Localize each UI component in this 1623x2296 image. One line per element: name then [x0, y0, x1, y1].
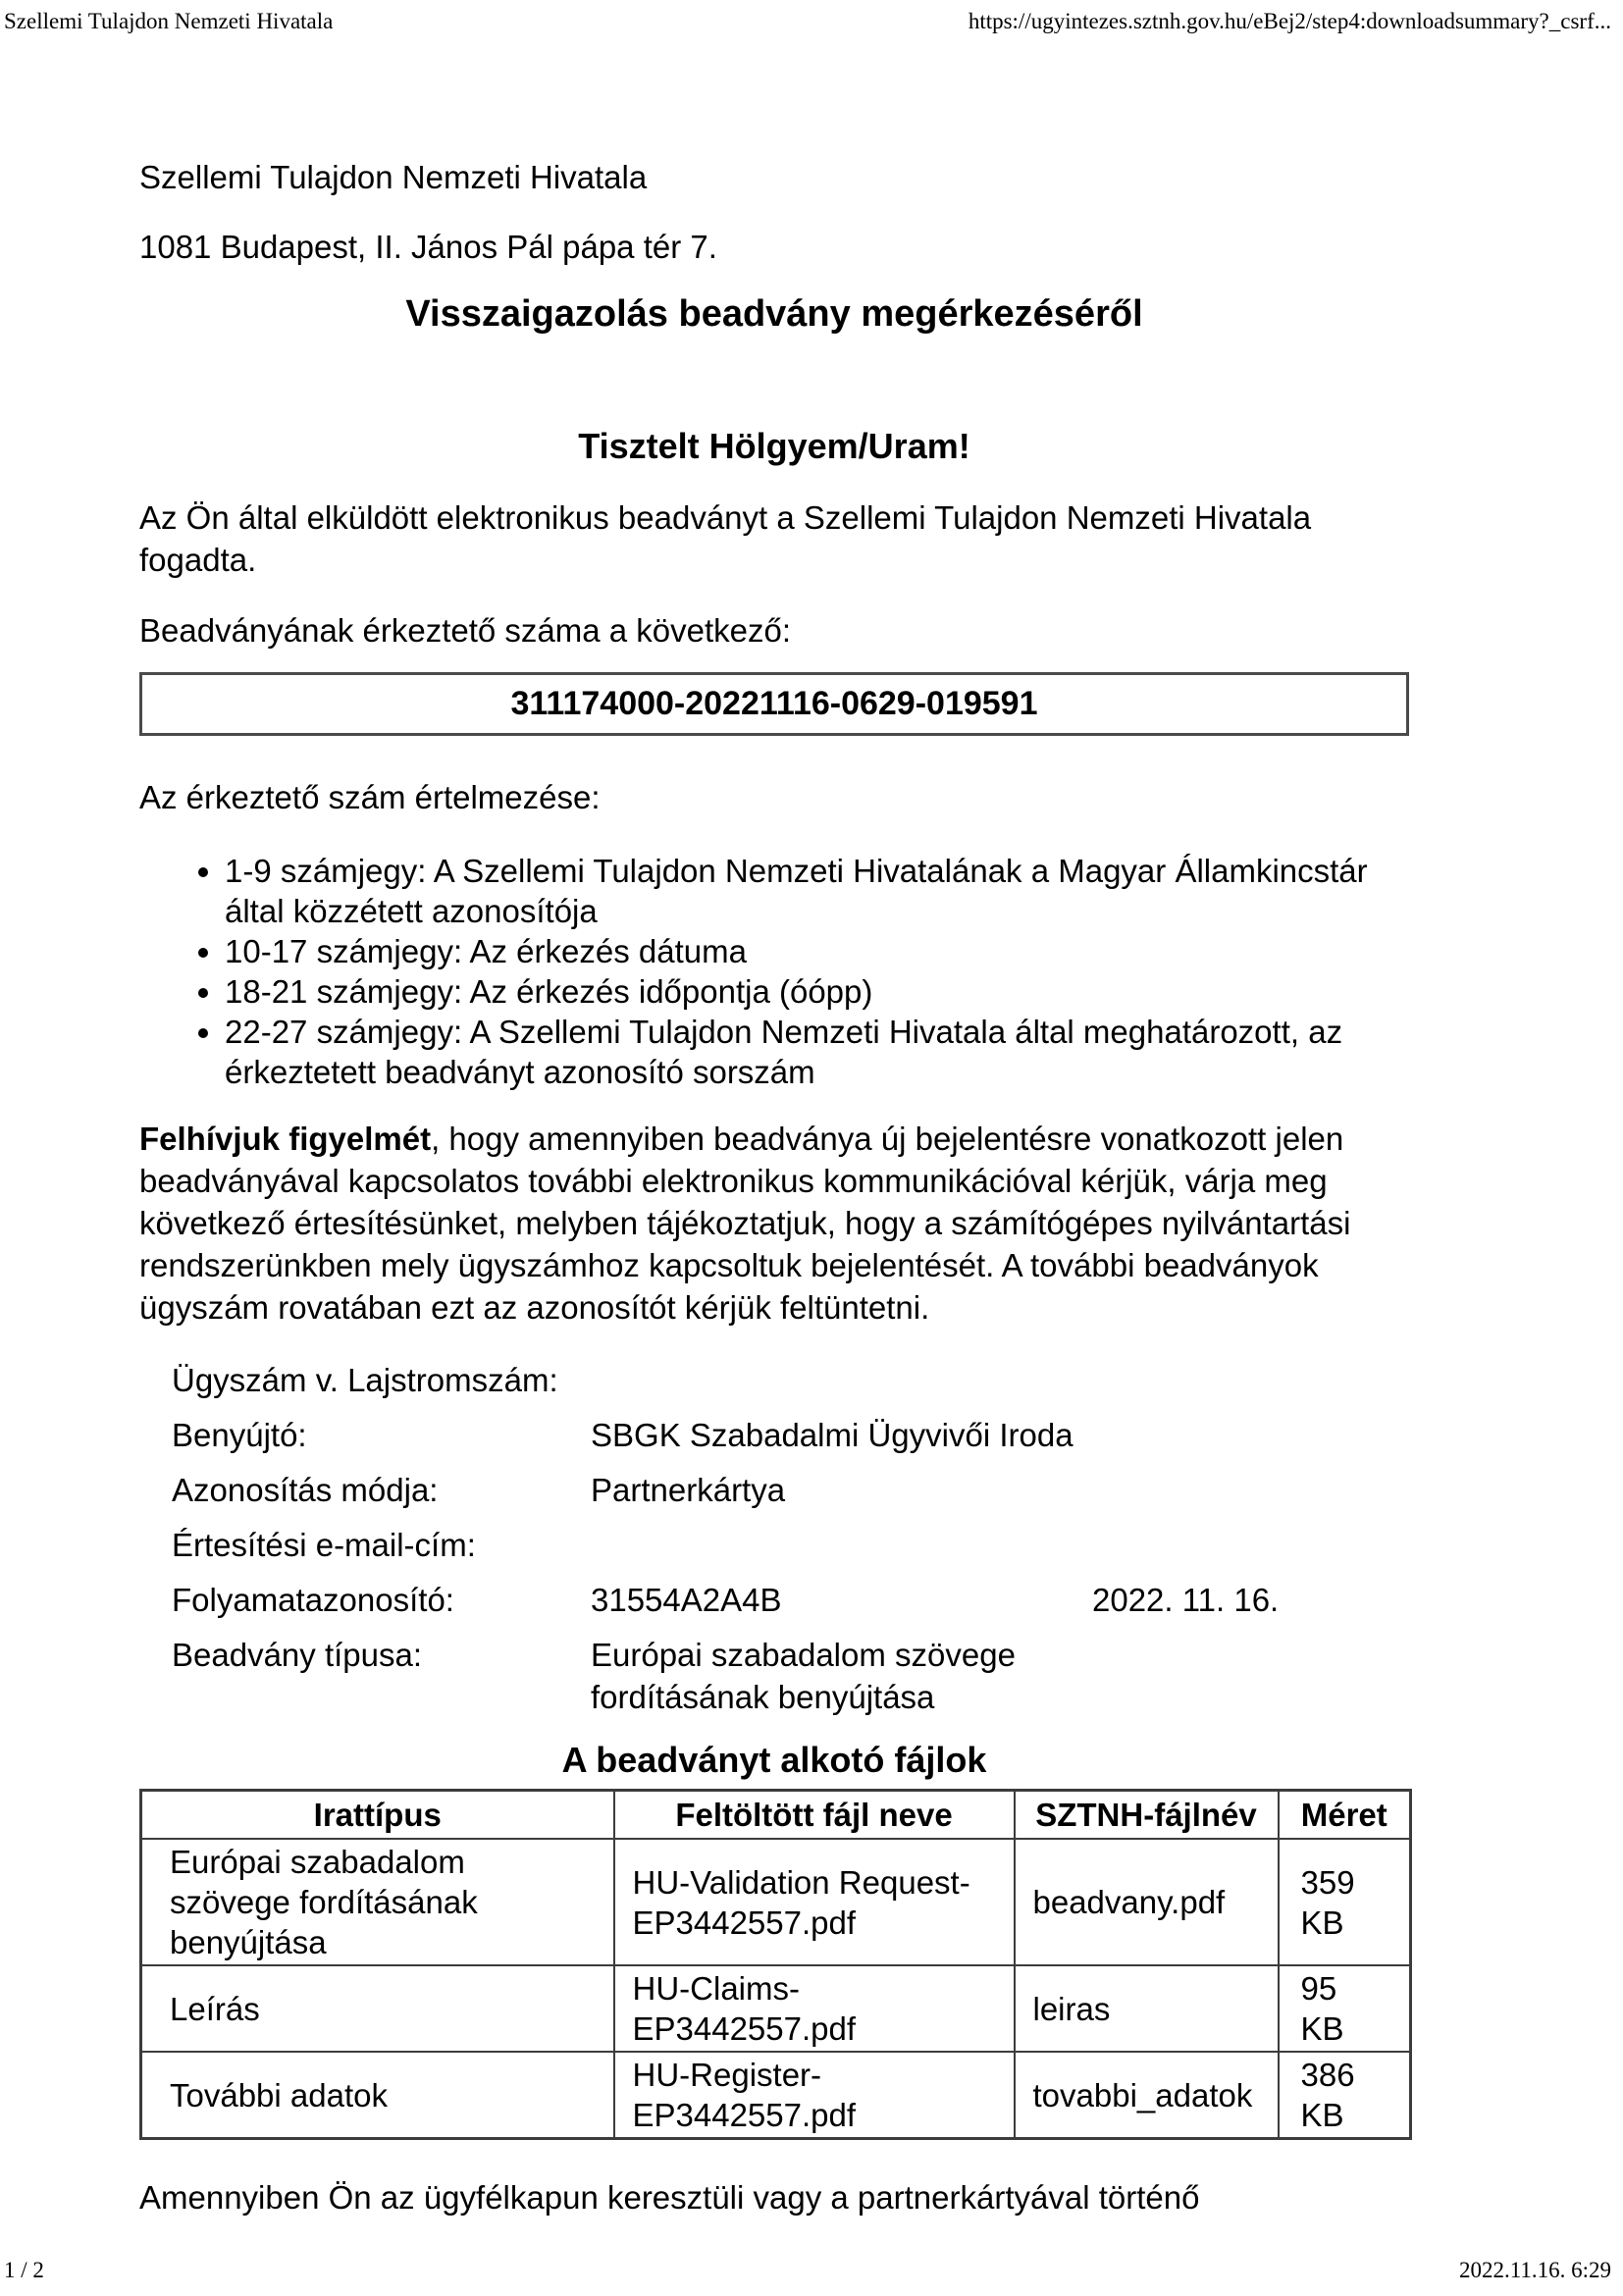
doc-type-cell: Európai szabadalom szövege fordításának benyújtása: [141, 1839, 614, 1965]
list-item: • 10-17 számjegy: Az érkezés dátuma: [225, 931, 1409, 971]
detail-date: [1092, 1469, 1409, 1511]
salutation: Tisztelt Hölgyem/Uram!: [578, 426, 970, 466]
detail-value: SBGK Szabadalmi Ügyvivői Iroda: [591, 1417, 1073, 1453]
sztnh-file-cell: beadvany.pdf: [1015, 1839, 1279, 1965]
interpretation-heading: Az érkeztető szám értelmezése:: [139, 779, 601, 815]
detail-value: Európai szabadalom szövege fordításának benyújtása: [591, 1637, 1016, 1715]
arrival-number-box: [139, 672, 1409, 736]
closing-paragraph: Amennyiben Ön az ügyfélkapun keresztüli vagy a partnerkártyával történő: [139, 2179, 1200, 2216]
detail-row: [139, 1359, 1409, 1401]
size-cell: 359 KB: [1279, 1839, 1411, 1965]
files-table: [139, 1789, 1412, 2140]
detail-date: [1092, 1524, 1409, 1566]
detail-label: Benyújtó:: [172, 1417, 307, 1453]
detail-date: [1092, 1359, 1409, 1401]
uploaded-file-cell: HU-Register-EP3442557.pdf: [614, 2052, 1015, 2139]
detail-value: [591, 1524, 1092, 1566]
table-row: [141, 1965, 1411, 2052]
files-heading: A beadványt alkotó fájlok: [561, 1740, 987, 1780]
arrival-number-intro: Beadványának érkeztető száma a következő:: [139, 612, 792, 649]
detail-value: 31554A2A4B: [591, 1582, 782, 1618]
table-row: [141, 2052, 1411, 2139]
document-body: [139, 0, 1409, 2218]
detail-date: [1092, 1414, 1409, 1456]
detail-label: Folyamatazonosító:: [172, 1582, 454, 1618]
page-title: Visszaigazolás beadvány megérkezéséről: [405, 293, 1143, 335]
detail-row: [139, 1579, 1409, 1621]
print-header-title: Szellemi Tulajdon Nemzeti Hivatala: [4, 9, 334, 33]
detail-value: Partnerkártya: [591, 1472, 786, 1508]
detail-date: [1092, 1634, 1409, 1718]
submission-details: [139, 1359, 1409, 1718]
interpretation-list: [139, 851, 1409, 1092]
table-header-row: [141, 1791, 1411, 1840]
arrival-number: 311174000-20221116-0629-019591: [510, 685, 1038, 722]
doc-type-cell: Leírás: [141, 1965, 614, 2052]
detail-row: [139, 1414, 1409, 1456]
detail-date: 2022. 11. 16.: [1092, 1582, 1280, 1618]
column-header-sztnh-file: SZTNH-fájlnév: [1015, 1791, 1279, 1840]
detail-label: Beadvány típusa:: [172, 1637, 423, 1673]
detail-label: Ügyszám v. Lajstromszám:: [172, 1362, 558, 1398]
detail-row: [139, 1634, 1409, 1718]
sztnh-file-cell: leiras: [1015, 1965, 1279, 2052]
list-item: • 18-21 számjegy: Az érkezés időpontja (óópp): [225, 971, 1409, 1012]
intro-paragraph: Az Ön által elküldött elektronikus beadványt a Szellemi Tulajdon Nemzeti Hivatala fogadta.: [139, 499, 1312, 578]
uploaded-file-cell: HU-Claims-EP3442557.pdf: [614, 1965, 1015, 2052]
notice-paragraph: [139, 1118, 1409, 1329]
list-item: • 1-9 számjegy: A Szellemi Tulajdon Nemzeti Hivatalának a Magyar Államkincstár által közzétett azonosítója: [225, 851, 1409, 931]
detail-row: [139, 1469, 1409, 1511]
office-address: 1081 Budapest, II. János Pál pápa tér 7.: [139, 229, 717, 265]
print-header-url: https://ugyintezes.sztnh.gov.hu/eBej2/step4:downloadsummary?_csrf...: [968, 9, 1611, 33]
size-cell: 95 KB: [1279, 1965, 1411, 2052]
notice-bold-lead: Felhívjuk figyelmét: [139, 1121, 432, 1157]
office-name: Szellemi Tulajdon Nemzeti Hivatala: [139, 159, 648, 195]
uploaded-file-cell: HU-Validation Request-EP3442557.pdf: [614, 1839, 1015, 1965]
list-item: • 22-27 számjegy: A Szellemi Tulajdon Nemzeti Hivatala által meghatározott, az érkeztetett beadványt azonosító sorszám: [225, 1012, 1409, 1092]
column-header-size: Méret: [1279, 1791, 1411, 1840]
detail-label: Értesítési e-mail-cím:: [172, 1527, 476, 1563]
print-timestamp: 2022.11.16. 6:29: [1458, 2258, 1611, 2282]
column-header-doc-type: Irattípus: [141, 1791, 614, 1840]
notice-rest: , hogy amennyiben beadványa új bejelentésre vonatkozott jelen beadványával kapcsolatos további elektronikus kommunikációval kérjük, várja meg következő értesítésünket, melyben tájékoztatjuk, hogy a számítógépes nyilvántartási rendszerünkben mely ügyszámhoz kapcsoltuk bejelentését. A további beadványok ügyszám rovatában ezt az azonosítót kérjük feltüntetni.: [139, 1121, 1351, 1326]
detail-label: Azonosítás módja:: [172, 1472, 439, 1508]
size-cell: 386 KB: [1279, 2052, 1411, 2139]
table-row: [141, 1839, 1411, 1965]
doc-type-cell: További adatok: [141, 2052, 614, 2139]
column-header-uploaded-file: Feltöltött fájl neve: [614, 1791, 1015, 1840]
detail-row: [139, 1524, 1409, 1566]
sztnh-file-cell: tovabbi_adatok: [1015, 2052, 1279, 2139]
page-number: 1 / 2: [4, 2258, 44, 2282]
detail-value: [591, 1359, 1092, 1401]
